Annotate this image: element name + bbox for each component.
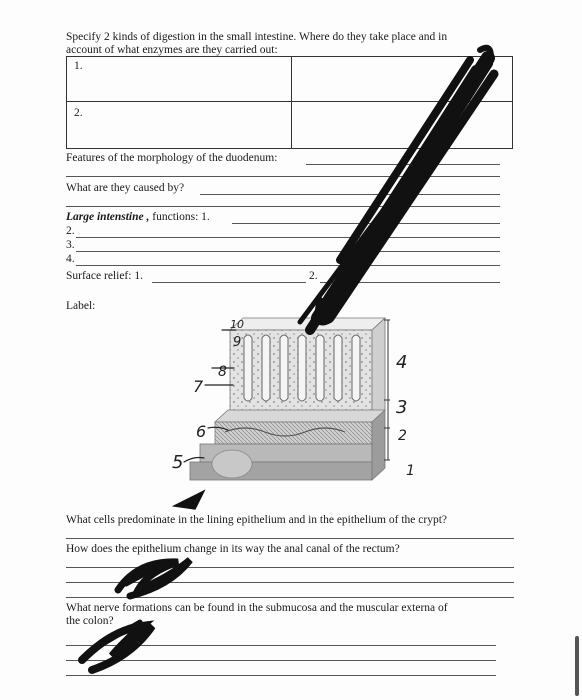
scribble-bottom-left: [82, 622, 152, 670]
label-5: 5: [172, 452, 184, 473]
label-4: 4: [396, 352, 408, 373]
function-item-4: 4.: [66, 253, 75, 265]
scribble-small-arrow: [180, 495, 200, 507]
question-nerve-line1: What nerve formations can be found in the submucosa and the muscular externa of: [66, 602, 448, 614]
question-digestion-line2: account of what enzymes are they carried out:: [66, 44, 278, 56]
label-8: 8: [218, 364, 227, 380]
label-10: 10: [230, 318, 244, 331]
label-3: 3: [396, 397, 408, 418]
table-row-2-number: 2.: [74, 107, 83, 119]
label-7: 7: [193, 377, 204, 396]
scrollbar[interactable]: [575, 636, 579, 696]
question-cells: What cells predominate in the lining epithelium and in the epithelium of the crypt?: [66, 514, 447, 526]
label-1: 1: [406, 463, 415, 479]
question-duodenum: Features of the morphology of the duodenum:: [66, 152, 278, 164]
functions-label: functions: 1.: [149, 211, 210, 223]
question-epithelium-change: How does the epithelium change in its way the anal canal of the rectum?: [66, 543, 400, 555]
label-6: 6: [196, 422, 207, 441]
label-2: 2: [398, 428, 407, 444]
label-9: 9: [233, 335, 242, 350]
function-item-2: 2.: [66, 225, 75, 237]
surface-relief-item-2: 2.: [309, 270, 318, 282]
question-digestion-line1: Specify 2 kinds of digestion in the small intestine. Where do they take place and in: [66, 31, 448, 43]
question-caused-by: What are they caused by?: [66, 182, 185, 194]
question-surface-relief: Surface relief: 1.: [66, 270, 143, 282]
scribble-diagonal: [300, 48, 494, 330]
function-item-3: 3.: [66, 239, 75, 251]
question-nerve-line2: the colon?: [66, 615, 114, 627]
large-intestine-heading: Large intenstine ,: [66, 211, 150, 223]
label-heading: Label:: [66, 300, 96, 312]
table-row-1-number: 1.: [74, 60, 83, 72]
scribble-mid-left: [118, 560, 190, 596]
